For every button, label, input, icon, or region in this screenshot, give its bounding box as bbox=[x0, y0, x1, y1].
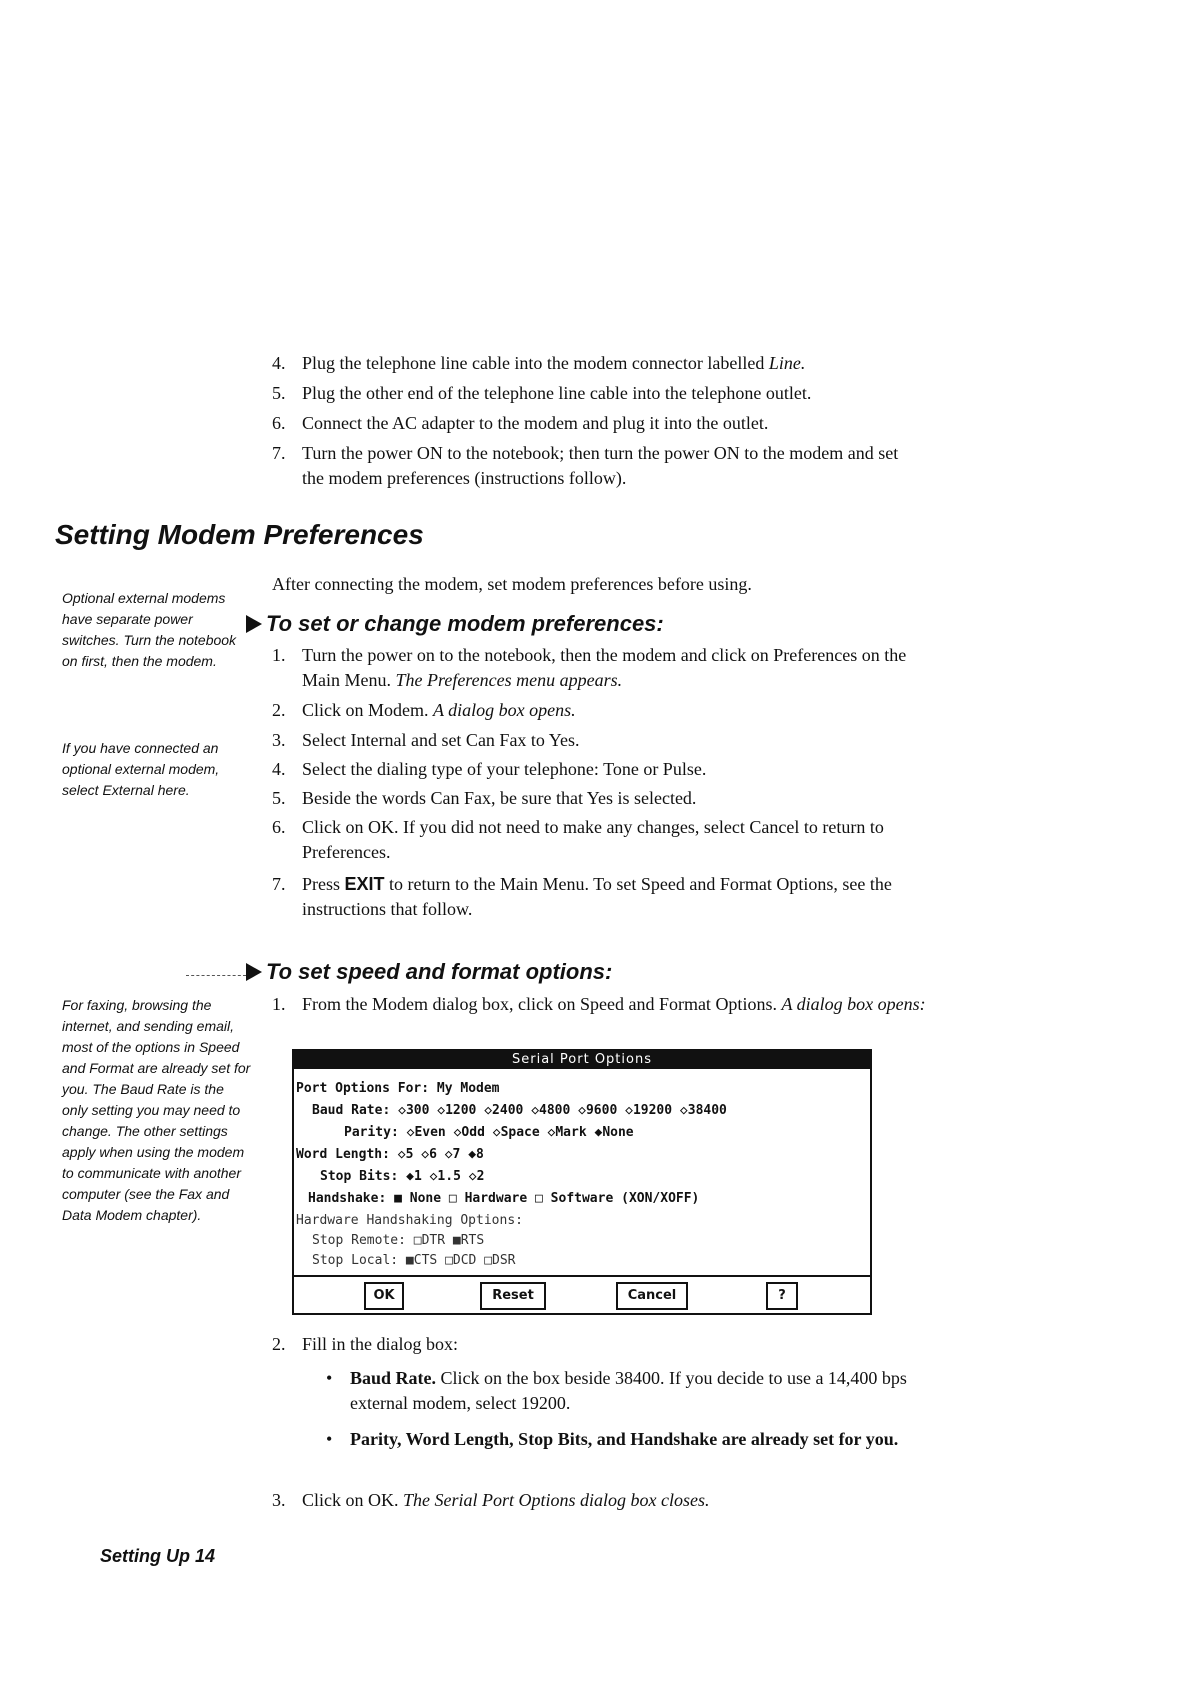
step-emphasis: The Serial Port Options dialog box closes. bbox=[403, 1490, 710, 1510]
intro-text: After connecting the modem, set modem preferences before using. bbox=[272, 574, 752, 594]
stop-option-1[interactable]: ◆1 bbox=[406, 1169, 422, 1184]
step-number: 4. bbox=[272, 759, 286, 779]
word-option-5[interactable]: ◇5 bbox=[397, 1147, 414, 1162]
step-number: 1. bbox=[272, 645, 286, 665]
step-number: 6. bbox=[272, 817, 286, 837]
parity-row bbox=[344, 1125, 634, 1140]
procedure-step bbox=[272, 1488, 972, 1513]
port-label: Port Options For: bbox=[296, 1081, 430, 1096]
step-text: Turn the power on to the notebook, then the modem and click on Preferences on the Main Menu. bbox=[302, 645, 907, 690]
stop-bits-label: Stop Bits: bbox=[320, 1169, 399, 1184]
item-text: Plug the other end of the telephone line cable into the telephone outlet. bbox=[302, 383, 812, 403]
item-emphasis: Line. bbox=[768, 353, 806, 373]
procedure-step bbox=[272, 786, 972, 811]
ok-button[interactable]: OK bbox=[364, 1282, 404, 1310]
parity-option-mark[interactable]: ◇Mark bbox=[547, 1125, 587, 1140]
bullet-text: Click on the box beside 38400. If you decide to use a 14,400 bps external modem, select 19200. bbox=[350, 1368, 907, 1413]
help-button[interactable]: ? bbox=[766, 1282, 798, 1310]
stop-remote-dtr[interactable]: □DTR bbox=[413, 1233, 446, 1248]
step-emphasis: The Preferences menu appears. bbox=[395, 670, 623, 690]
baud-option-9600[interactable]: ◇9600 bbox=[578, 1103, 618, 1118]
baud-option-19200[interactable]: ◇19200 bbox=[625, 1103, 673, 1118]
word-option-8[interactable]: ◆8 bbox=[468, 1147, 484, 1162]
step-pre: Press bbox=[302, 874, 345, 894]
item-number: 7. bbox=[272, 443, 286, 463]
baud-label: Baud Rate: bbox=[312, 1103, 391, 1118]
item-number: 6. bbox=[272, 413, 286, 433]
stop-option-2[interactable]: ◇2 bbox=[468, 1169, 485, 1184]
page-footer bbox=[100, 1546, 215, 1567]
stop-local-dcd[interactable]: □DCD bbox=[445, 1253, 477, 1268]
hardware-options-label: Hardware Handshaking Options: bbox=[296, 1213, 523, 1228]
exit-key-label: EXIT bbox=[344, 874, 385, 894]
procedure-step bbox=[272, 872, 972, 919]
step-number: 5. bbox=[272, 788, 286, 808]
cancel-button[interactable]: Cancel bbox=[616, 1282, 688, 1310]
baud-option-1200[interactable]: ◇1200 bbox=[437, 1103, 477, 1118]
step-number: 3. bbox=[272, 730, 286, 750]
procedure-step bbox=[272, 728, 972, 753]
parity-option-space[interactable]: ◇Space bbox=[492, 1125, 540, 1140]
procedure-step bbox=[272, 643, 972, 690]
item-number: 5. bbox=[272, 383, 286, 403]
reset-button[interactable]: Reset bbox=[480, 1282, 546, 1310]
step-number: 2. bbox=[272, 700, 286, 720]
item-text: Connect the AC adapter to the modem and plug it into the outlet. bbox=[302, 413, 769, 433]
stop-local-label: Stop Local: bbox=[312, 1253, 399, 1268]
step-text: to return to the Main Menu. To set Speed and Format Options, see the instructions that follow. bbox=[302, 874, 892, 919]
item-text: Plug the telephone line cable into the modem connector labelled bbox=[302, 353, 769, 373]
baud-rate-row bbox=[312, 1103, 727, 1118]
procedure-step bbox=[272, 1332, 972, 1357]
step-text: Fill in the dialog box: bbox=[302, 1334, 458, 1354]
stop-remote-label: Stop Remote: bbox=[312, 1233, 406, 1248]
procedure-heading bbox=[246, 610, 664, 638]
word-length-label: Word Length: bbox=[296, 1147, 390, 1162]
bullet-dot: • bbox=[326, 1429, 333, 1449]
stop-local-row bbox=[312, 1253, 516, 1268]
dash-decoration bbox=[186, 975, 246, 976]
procedure-heading bbox=[246, 958, 612, 986]
step-text: Click on OK. If you did not need to make any changes, select Cancel to return to Preferences. bbox=[302, 817, 884, 862]
parity-option-even[interactable]: ◇Even bbox=[406, 1125, 446, 1140]
handshake-option-none[interactable]: ■ None bbox=[394, 1191, 442, 1206]
step-text: Beside the words Can Fax, be sure that Yes is selected. bbox=[302, 788, 697, 808]
dialog-button-bar bbox=[294, 1275, 870, 1313]
word-option-7[interactable]: ◇7 bbox=[444, 1147, 461, 1162]
procedure-heading-text: To set or change modem preferences: bbox=[266, 611, 664, 636]
step-text: From the Modem dialog box, click on Speed and Format Options. bbox=[302, 994, 782, 1014]
arrow-icon bbox=[246, 615, 262, 633]
step-text: Click on OK. bbox=[302, 1490, 403, 1510]
section-title: Setting Modem Preferences bbox=[55, 519, 424, 550]
port-options-row bbox=[296, 1081, 500, 1096]
stop-remote-rts[interactable]: ■RTS bbox=[452, 1233, 485, 1248]
top-list-item bbox=[272, 381, 972, 406]
serial-port-options-dialog bbox=[292, 1049, 872, 1315]
step-emphasis: A dialog box opens: bbox=[781, 994, 926, 1014]
baud-option-38400[interactable]: ◇38400 bbox=[679, 1103, 727, 1118]
step-text: Click on Modem. bbox=[302, 700, 433, 720]
stop-bits-row bbox=[320, 1169, 484, 1184]
step-number: 2. bbox=[272, 1334, 286, 1354]
handshake-label: Handshake: bbox=[308, 1191, 387, 1206]
step-number: 1. bbox=[272, 994, 286, 1014]
bullet-dot: • bbox=[326, 1368, 333, 1388]
handshake-option-software[interactable]: □ Software (XON/XOFF) bbox=[535, 1191, 700, 1206]
procedure-step bbox=[272, 757, 972, 782]
procedure-step bbox=[272, 815, 972, 862]
procedure-step bbox=[272, 698, 972, 723]
item-text: Turn the power ON to the notebook; then turn the power ON to the modem and set the modem preferences (instructions follow). bbox=[302, 443, 899, 488]
top-list-item bbox=[272, 411, 972, 436]
procedure-step bbox=[272, 992, 972, 1017]
baud-option-300[interactable]: ◇300 bbox=[398, 1103, 430, 1118]
parity-option-none[interactable]: ◆None bbox=[594, 1125, 634, 1140]
handshake-row bbox=[308, 1191, 699, 1206]
procedure-heading-text: To set speed and format options: bbox=[266, 959, 613, 984]
footer-label: Setting Up bbox=[100, 1546, 190, 1566]
stop-option-1-5[interactable]: ◇1.5 bbox=[429, 1169, 461, 1184]
side-note-external-modem: If you have connected an optional external modem, select External here. bbox=[62, 740, 220, 798]
baud-option-4800[interactable]: ◇4800 bbox=[531, 1103, 571, 1118]
page-number: 14 bbox=[195, 1546, 216, 1566]
baud-option-2400[interactable]: ◇2400 bbox=[484, 1103, 524, 1118]
top-list-item bbox=[272, 441, 972, 488]
bullet-bold: Parity, Word Length, Stop Bits, and Handshake are already set for you. bbox=[350, 1429, 899, 1449]
stop-local-dsr[interactable]: □DSR bbox=[484, 1253, 516, 1268]
stop-remote-row bbox=[312, 1233, 484, 1248]
step-number: 7. bbox=[272, 874, 286, 894]
port-value: My Modem bbox=[436, 1081, 500, 1096]
side-note-external-power: Optional external modems have separate power switches. Turn the notebook on first, then the modem. bbox=[62, 590, 237, 669]
side-note-speed-format: For faxing, browsing the internet, and sending email, most of the options in Speed and Format are already set for you. The Baud Rate is the only setting you may need to change. The other settings apply when using the modem to communicate with another computer (see the Fax and Data Modem chapter). bbox=[62, 997, 251, 1223]
word-length-row bbox=[296, 1147, 484, 1162]
step-text: Select Internal and set Can Fax to Yes. bbox=[302, 730, 580, 750]
top-list-item bbox=[272, 351, 972, 376]
step-text: Select the dialing type of your telephone: Tone or Pulse. bbox=[302, 759, 707, 779]
bullet-bold: Baud Rate. bbox=[350, 1368, 437, 1388]
step-emphasis: A dialog box opens. bbox=[433, 700, 576, 720]
word-option-6[interactable]: ◇6 bbox=[421, 1147, 437, 1162]
parity-option-odd[interactable]: ◇Odd bbox=[453, 1125, 485, 1140]
item-number: 4. bbox=[272, 353, 286, 373]
dialog-title: Serial Port Options bbox=[294, 1051, 870, 1069]
stop-local-cts[interactable]: ■CTS bbox=[405, 1253, 438, 1268]
arrow-icon bbox=[246, 963, 262, 981]
step-number: 3. bbox=[272, 1490, 286, 1510]
handshake-option-hardware[interactable]: □ Hardware bbox=[448, 1191, 528, 1206]
parity-label: Parity: bbox=[344, 1125, 399, 1140]
